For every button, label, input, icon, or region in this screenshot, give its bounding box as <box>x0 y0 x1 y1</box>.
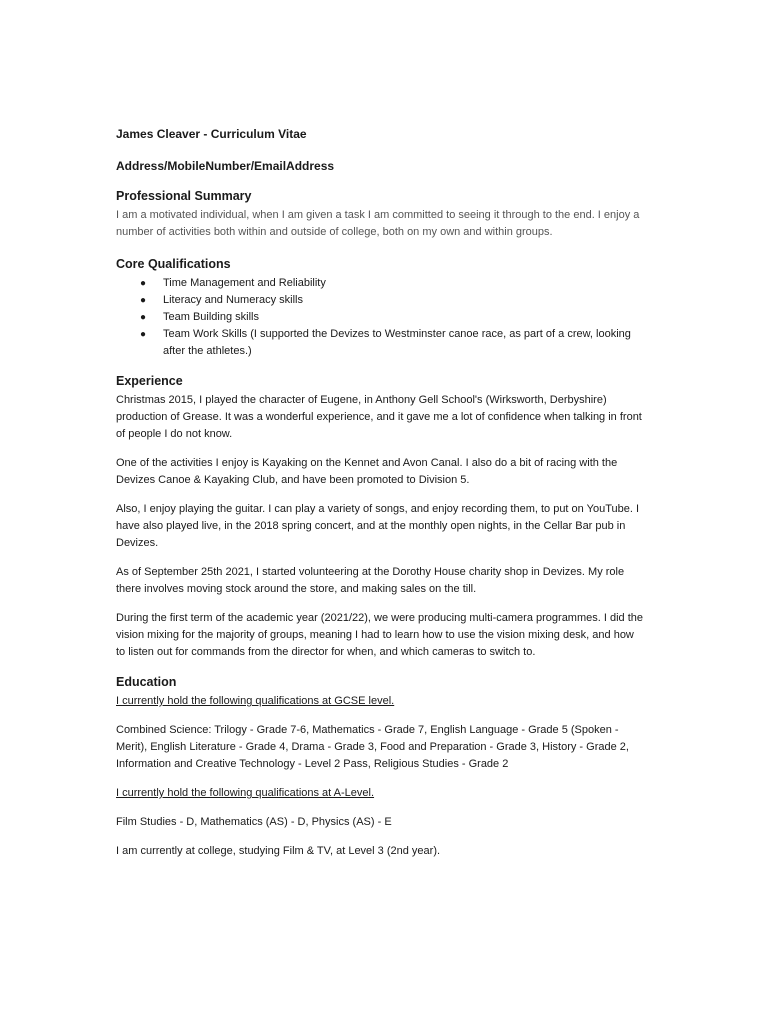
alevel-intro: I currently hold the following qualifications at A-Level. <box>116 787 375 799</box>
bullet-icon: ● <box>140 312 147 323</box>
alevel-grades: Film Studies - D, Mathematics (AS) - D, Physics (AS) - E <box>116 816 392 828</box>
bullet-icon: ● <box>140 295 147 306</box>
qualification-text: Team Building skills <box>163 311 259 323</box>
professional-summary-section <box>116 188 646 241</box>
bullet-icon: ● <box>140 329 147 340</box>
experience-paragraph: As of September 25th 2021, I started volunteering at the Dorothy House charity shop in Devizes. My role there involves moving stock around the store, and making sales on the till. <box>116 566 625 595</box>
core-qualifications-list <box>116 275 646 360</box>
gcse-grades: Combined Science: Trilogy - Grade 7-6, Mathematics - Grade 7, English Language - Grade 5 (Spoken - Merit), English Literature - Grade 4, Drama - Grade 3, Food and Preparation - Grade 3, History - Grade 2, Information and Creative Technology - Level 2 Pass, Religious Studies - Grade 2 <box>116 724 629 770</box>
qualification-item <box>116 309 646 326</box>
document-title: James Cleaver - Curriculum Vitae <box>116 127 307 141</box>
qualification-item <box>116 275 646 292</box>
qualification-item <box>116 326 646 360</box>
current-study: I am currently at college, studying Film & TV, at Level 3 (2nd year). <box>116 845 441 857</box>
professional-summary-text: I am a motivated individual, when I am given a task I am committed to seeing it through to the end. I enjoy a number of activities both within and outside of college, both on my own and within groups. <box>116 209 640 238</box>
qualification-text: Literacy and Numeracy skills <box>163 294 303 306</box>
experience-heading: Experience <box>116 374 183 388</box>
qualification-item <box>116 292 646 309</box>
cv-document <box>116 126 646 872</box>
core-qualifications-section <box>116 256 646 360</box>
experience-paragraph: One of the activities I enjoy is Kayaking on the Kennet and Avon Canal. I also do a bit of racing with the Devizes Canoe & Kayaking Club, and have been promoted to Division 5. <box>116 457 618 486</box>
professional-summary-heading: Professional Summary <box>116 189 252 203</box>
qualification-text: Team Work Skills (I supported the Devizes to Westminster canoe race, as part of a crew, looking after the athletes.) <box>163 328 631 357</box>
education-section <box>116 674 646 860</box>
experience-paragraph: Christmas 2015, I played the character of Eugene, in Anthony Gell School's (Wirksworth, Derbyshire) production of Grease. It was a wonderful experience, and it gave me a lot of confidence when talking in front of people I do not know. <box>116 394 642 440</box>
experience-paragraph: During the first term of the academic year (2021/22), we were producing multi-camera programmes. I did the vision mixing for the majority of groups, meaning I had to learn how to use the vision mixing desk, and how to listen out for commands from the director for when, and which cameras to switch to. <box>116 612 644 658</box>
experience-section <box>116 373 646 661</box>
gcse-intro: I currently hold the following qualifications at GCSE level. <box>116 695 395 707</box>
contact-details: Address/MobileNumber/EmailAddress <box>116 159 335 173</box>
bullet-icon: ● <box>140 278 147 289</box>
education-heading: Education <box>116 675 177 689</box>
core-qualifications-heading: Core Qualifications <box>116 257 231 271</box>
experience-paragraph: Also, I enjoy playing the guitar. I can play a variety of songs, and enjoy recording them, to put on YouTube. I have also played live, in the 2018 spring concert, and at the monthly open nights, in the Cellar Bar pub in Devizes. <box>116 503 640 549</box>
qualification-text: Time Management and Reliability <box>163 277 326 289</box>
